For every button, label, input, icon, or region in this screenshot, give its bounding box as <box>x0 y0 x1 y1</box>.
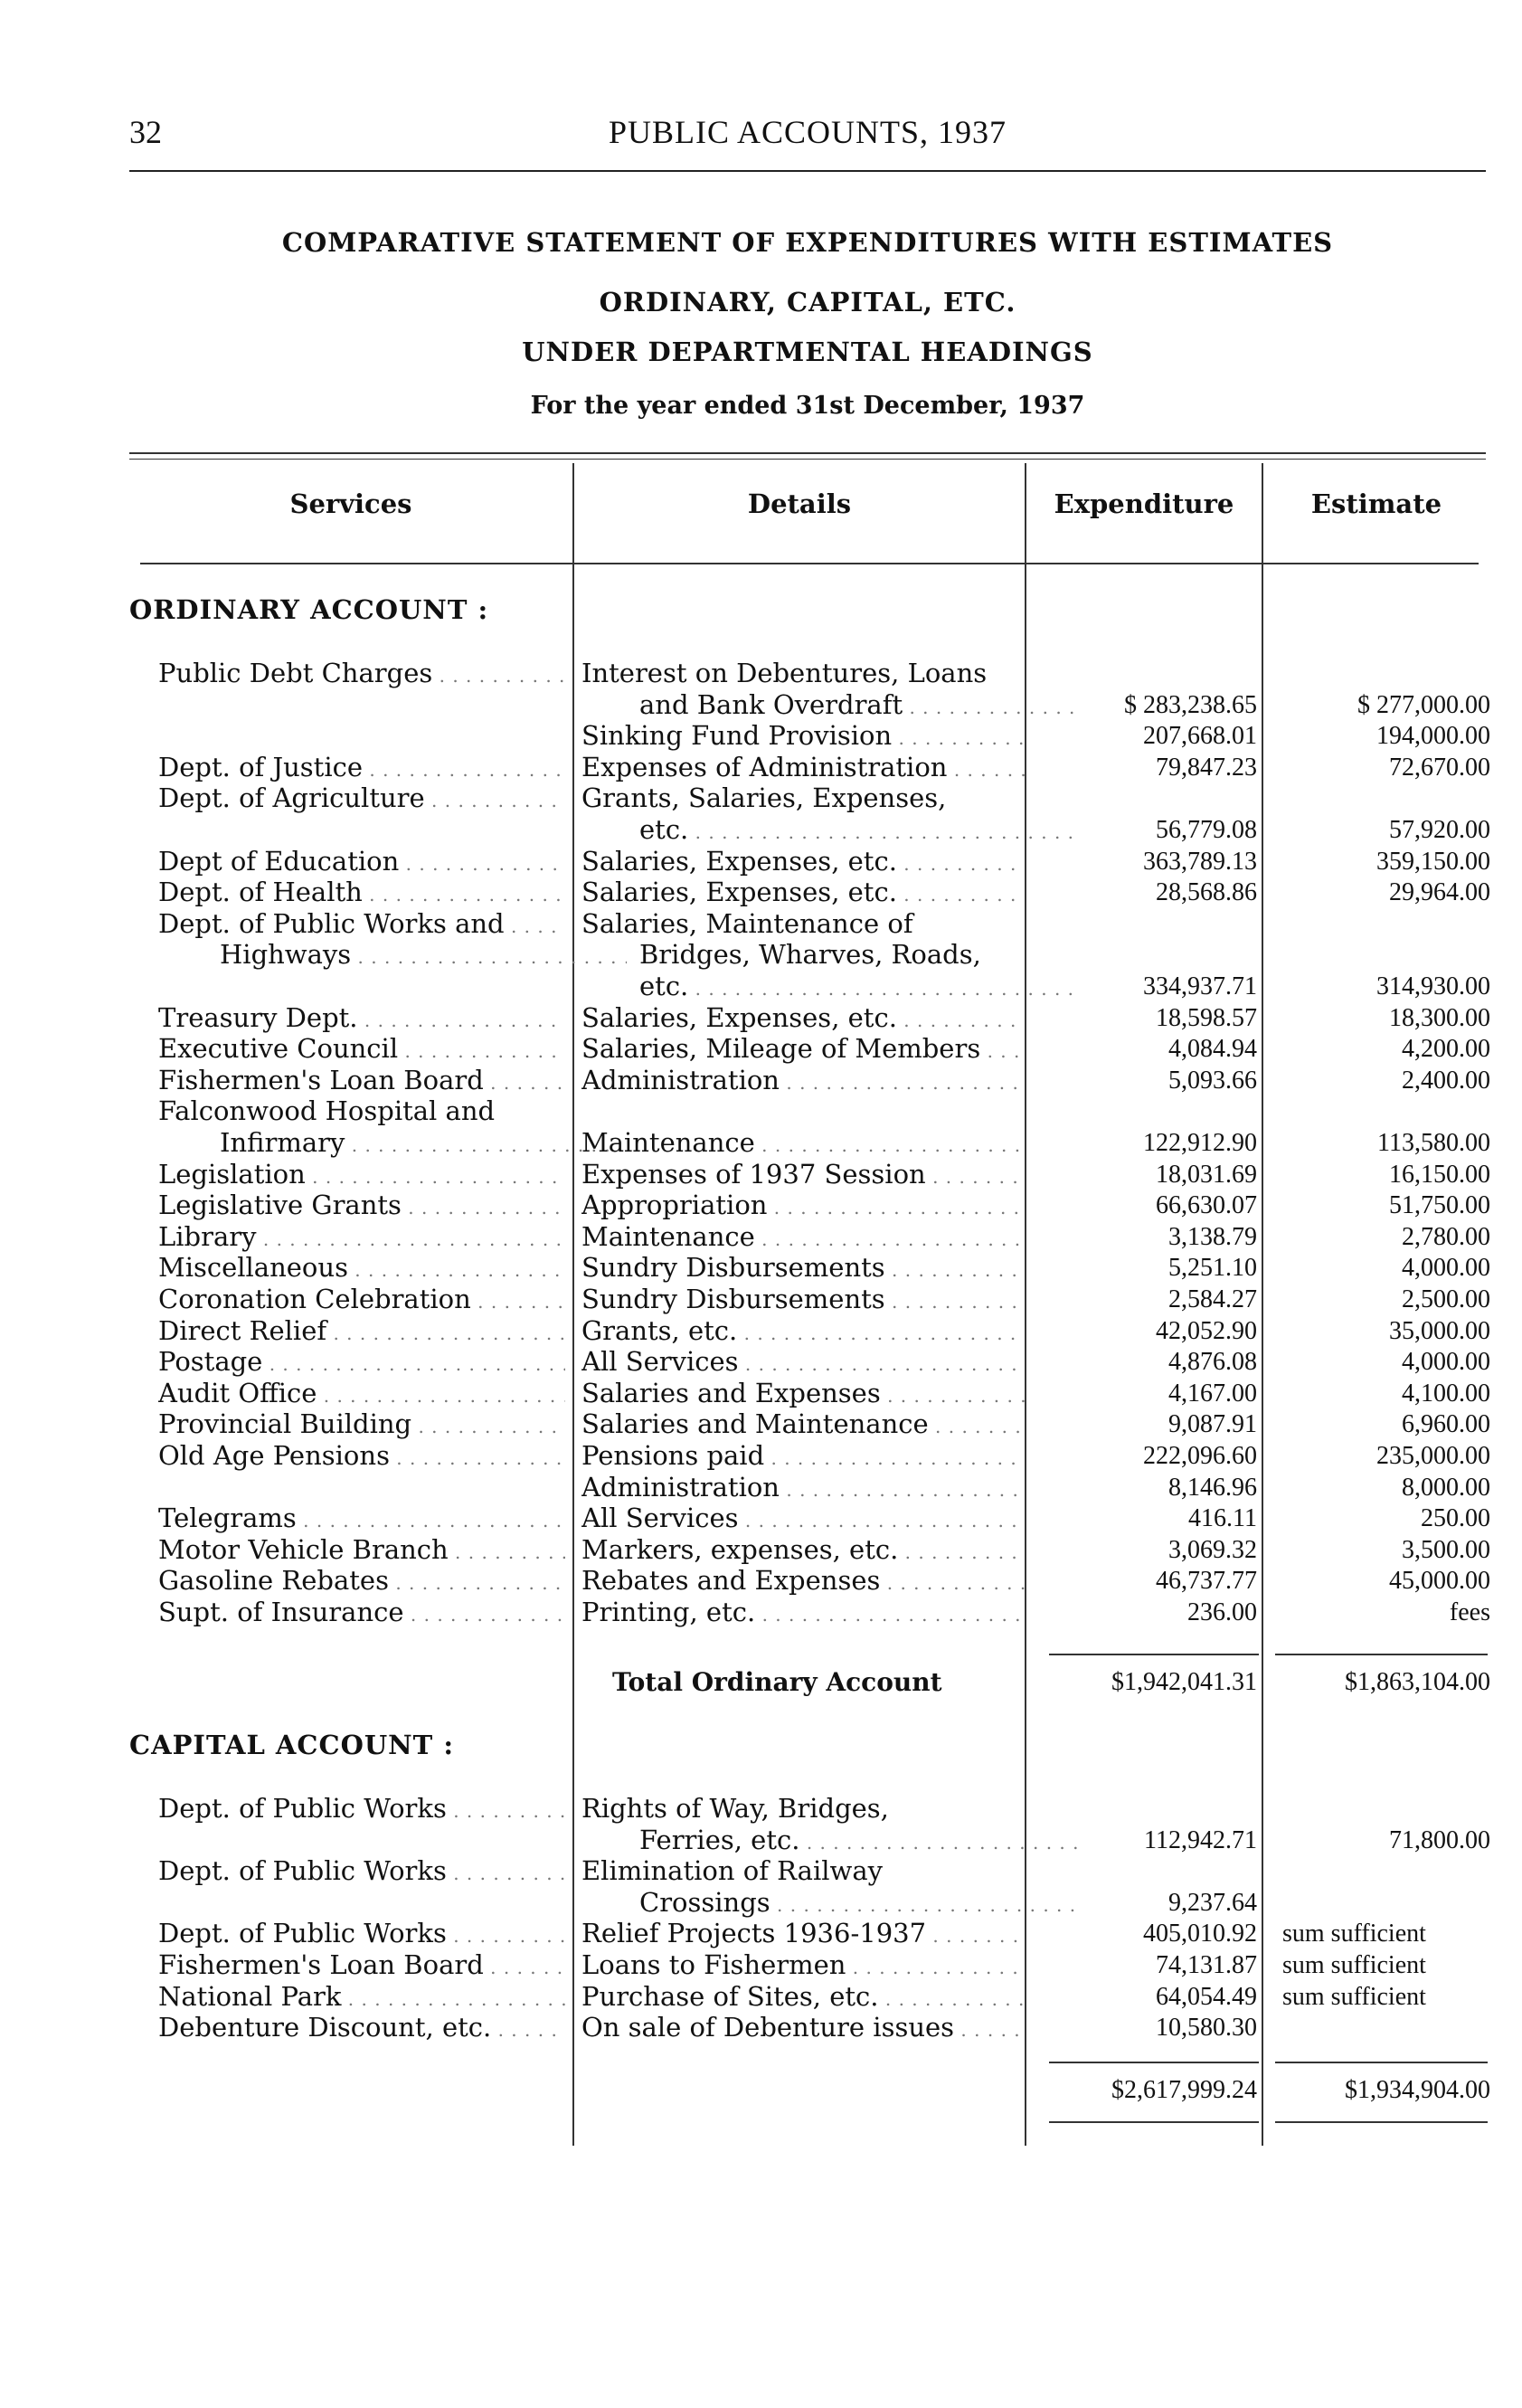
ordinary-total-rule-est <box>1275 1654 1488 1655</box>
detail-cell: Salaries, Expenses, etc. . . . <box>581 877 1025 911</box>
detail-cell: Expenses of 1937 Session . . . <box>581 1159 1025 1193</box>
detail-cell: Ferries, etc. . . . <box>639 1825 1082 1859</box>
expenditure-cell: 56,779.08 <box>1156 816 1257 844</box>
expenditure-cell: 236.00 <box>1187 1598 1257 1626</box>
service-cell: Dept. of Public Works . . . <box>158 1855 565 1890</box>
detail-cell: Administration . . . <box>581 1065 1025 1099</box>
table-row <box>0 1095 1522 1127</box>
service-cell: Highways . . . <box>220 939 627 973</box>
grand-total-underline-exp <box>1049 2121 1259 2123</box>
expenditure-cell: 405,010.92 <box>1143 1920 1257 1948</box>
service-cell: National Park . . . <box>158 1981 565 2015</box>
service-cell: Motor Vehicle Branch . . . <box>158 1534 565 1569</box>
expenditure-cell: 18,031.69 <box>1156 1160 1257 1189</box>
table-row <box>0 1346 1522 1378</box>
service-cell: Gasoline Rebates . . . <box>158 1565 565 1599</box>
estimate-cell: 71,800.00 <box>1389 1825 1490 1854</box>
estimate-cell: 250.00 <box>1421 1504 1490 1533</box>
estimate-cell: 2,780.00 <box>1402 1222 1490 1251</box>
detail-cell: Sinking Fund Provision . . . <box>581 720 1025 754</box>
page-header <box>129 113 1486 149</box>
detail-cell: Elimination of Railway <box>581 1855 883 1887</box>
expenditure-cell: $ 283,238.65 <box>1124 690 1257 719</box>
detail-cell: Sundry Disbursements . . . <box>581 1284 1025 1318</box>
detail-cell: Maintenance . . . <box>581 1221 1025 1256</box>
column-header-services: Services <box>289 488 412 519</box>
expenditure-cell: 3,138.79 <box>1168 1222 1257 1251</box>
total-ordinary-estimate: $1,863,104.00 <box>1345 1668 1490 1696</box>
grand-total-underline-est <box>1275 2121 1488 2123</box>
table-row <box>0 782 1522 814</box>
estimate-cell: 2,500.00 <box>1402 1285 1490 1313</box>
estimate-cell: 235,000.00 <box>1376 1442 1490 1470</box>
estimate-cell: 8,000.00 <box>1402 1473 1490 1502</box>
expenditure-cell: 122,912.90 <box>1143 1129 1257 1157</box>
table-row <box>0 1065 1522 1096</box>
table-row <box>0 1981 1522 2013</box>
estimate-cell: 29,964.00 <box>1389 878 1490 907</box>
table-row <box>0 1315 1522 1347</box>
table-row <box>0 1918 1522 1949</box>
service-cell: Legislative Grants . . . <box>158 1190 565 1224</box>
title-line-4: For the year ended 31st December, 1937 <box>530 392 1085 420</box>
expenditure-cell: 74,131.87 <box>1156 1951 1257 1979</box>
detail-cell: Relief Projects 1936-1937 . . . <box>581 1918 1025 1952</box>
detail-cell: Interest on Debentures, Loans <box>581 658 988 688</box>
table-row <box>0 939 1522 971</box>
detail-cell: Rebates and Expenses . . . <box>581 1565 1025 1599</box>
estimate-cell: 2,400.00 <box>1402 1066 1490 1095</box>
table-row <box>0 1159 1522 1190</box>
page-number: 32 <box>129 114 162 150</box>
detail-cell: Rights of Way, Bridges, <box>581 1793 889 1824</box>
service-cell: Audit Office . . . <box>158 1378 565 1412</box>
table-row <box>0 1284 1522 1315</box>
service-cell: Falconwood Hospital and <box>158 1095 496 1127</box>
detail-cell: Sundry Disbursements . . . <box>581 1252 1025 1286</box>
total-ordinary-expenditure: $1,942,041.31 <box>1111 1668 1257 1696</box>
estimate-cell: 4,000.00 <box>1402 1254 1490 1283</box>
expenditure-cell: 28,568.86 <box>1156 878 1257 907</box>
table-row <box>0 720 1522 752</box>
detail-cell: Pensions paid . . . <box>581 1440 1025 1474</box>
table-row <box>0 658 1522 689</box>
detail-cell: Salaries and Expenses . . . <box>581 1378 1025 1412</box>
service-cell: Dept. of Public Works . . . <box>158 1793 565 1827</box>
expenditure-cell: 112,942.71 <box>1144 1825 1257 1854</box>
expenditure-cell: 8,146.96 <box>1168 1473 1257 1502</box>
table-row <box>0 689 1522 721</box>
estimate-cell: 113,580.00 <box>1377 1129 1490 1157</box>
expenditure-cell: 4,167.00 <box>1168 1379 1257 1408</box>
estimate-cell: 4,000.00 <box>1402 1348 1490 1377</box>
table-row <box>0 1408 1522 1440</box>
table-row <box>0 1949 1522 1981</box>
estimate-cell: $ 277,000.00 <box>1357 690 1490 719</box>
table-row <box>0 1472 1522 1503</box>
service-cell: Dept. of Health . . . <box>158 877 565 911</box>
detail-cell: Maintenance . . . <box>581 1127 1025 1161</box>
service-cell: Dept of Education . . . <box>158 846 565 880</box>
estimate-cell: 6,960.00 <box>1402 1410 1490 1439</box>
estimate-cell: 4,200.00 <box>1402 1035 1490 1064</box>
estimate-cell: 35,000.00 <box>1389 1316 1490 1345</box>
detail-cell: Crossings . . . <box>639 1887 1082 1921</box>
table-row <box>0 1825 1522 1856</box>
running-title: PUBLIC ACCOUNTS, 1937 <box>608 114 1007 150</box>
table-row <box>0 1887 1522 1919</box>
detail-cell: Salaries, Expenses, etc. . . . <box>581 846 1025 880</box>
detail-cell: On sale of Debenture issues . . . <box>581 2012 1025 2046</box>
table-top-rule <box>129 452 1486 454</box>
service-cell: Public Debt Charges . . . <box>158 658 565 692</box>
detail-cell: Markers, expenses, etc. . . . <box>581 1534 1025 1569</box>
detail-cell: Salaries and Maintenance . . . <box>581 1408 1025 1443</box>
service-cell: Infirmary . . . <box>220 1127 627 1161</box>
estimate-cell: 4,100.00 <box>1402 1379 1490 1408</box>
estimate-cell: sum sufficient <box>1282 1982 1426 2011</box>
detail-cell: Expenses of Administration . . . <box>581 752 1025 786</box>
table-top-rule-2 <box>129 459 1486 460</box>
service-cell: Dept. of Public Works and . . . <box>158 908 565 943</box>
section-heading-ordinary: ORDINARY ACCOUNT : <box>129 594 489 625</box>
estimate-cell: 3,500.00 <box>1402 1535 1490 1564</box>
estimate-cell: 72,670.00 <box>1389 753 1490 782</box>
detail-cell: Grants, Salaries, Expenses, <box>581 782 947 814</box>
header-rule <box>129 170 1486 172</box>
service-cell: Postage . . . <box>158 1346 565 1380</box>
expenditure-cell: 5,251.10 <box>1168 1254 1257 1283</box>
service-cell: Direct Relief . . . <box>158 1315 565 1350</box>
detail-cell: etc. . . . <box>639 971 1082 1005</box>
estimate-cell: 51,750.00 <box>1389 1191 1490 1220</box>
detail-cell: Appropriation . . . <box>581 1190 1025 1224</box>
table-row <box>0 1252 1522 1284</box>
detail-cell: Salaries, Mileage of Members . . . <box>581 1033 1025 1067</box>
service-cell: Dept. of Public Works . . . <box>158 1918 565 1952</box>
estimate-cell: 18,300.00 <box>1389 1003 1490 1032</box>
service-cell: Coronation Celebration . . . <box>158 1284 565 1318</box>
table-row <box>0 908 1522 940</box>
detail-cell: All Services . . . <box>581 1346 1025 1380</box>
table-row <box>0 1440 1522 1472</box>
grand-total-rule-est <box>1275 2062 1488 2063</box>
expenditure-cell: 207,668.01 <box>1143 722 1257 751</box>
table-row <box>0 1534 1522 1566</box>
service-cell: Old Age Pensions . . . <box>158 1440 565 1474</box>
table-row <box>0 1190 1522 1221</box>
table-row <box>0 1855 1522 1887</box>
expenditure-cell: 334,937.71 <box>1143 972 1257 1000</box>
estimate-cell: 16,150.00 <box>1389 1160 1490 1189</box>
table-row <box>0 1597 1522 1628</box>
detail-cell: Salaries, Expenses, etc. . . . <box>581 1002 1025 1037</box>
table-row <box>0 1221 1522 1253</box>
expenditure-cell: 3,069.32 <box>1168 1535 1257 1564</box>
service-cell: Telegrams . . . <box>158 1503 565 1537</box>
table-row <box>0 877 1522 908</box>
table-row <box>0 846 1522 877</box>
expenditure-cell: 4,876.08 <box>1168 1348 1257 1377</box>
grand-total-estimate: $1,934,904.00 <box>1345 2076 1490 2104</box>
expenditure-cell: 46,737.77 <box>1156 1567 1257 1596</box>
detail-cell: Printing, etc. . . . <box>581 1597 1025 1631</box>
table-row <box>0 1033 1522 1065</box>
expenditure-cell: 5,093.66 <box>1168 1066 1257 1095</box>
service-cell: Library . . . <box>158 1221 565 1256</box>
detail-cell: Administration . . . <box>581 1472 1025 1506</box>
expenditure-cell: 363,789.13 <box>1143 847 1257 876</box>
detail-cell: Salaries, Maintenance of <box>581 907 913 939</box>
expenditure-cell: 66,630.07 <box>1156 1191 1257 1220</box>
service-cell: Miscellaneous . . . <box>158 1252 565 1286</box>
table-row <box>0 971 1522 1002</box>
detail-cell: Bridges, Wharves, Roads, <box>639 939 981 971</box>
grand-total-rule-exp <box>1049 2062 1259 2063</box>
expenditure-cell: 42,052.90 <box>1156 1316 1257 1345</box>
detail-cell: and Bank Overdraft . . . <box>639 689 1082 724</box>
estimate-cell: 359,150.00 <box>1376 847 1490 876</box>
title-line-2: ORDINARY, CAPITAL, ETC. <box>599 287 1016 318</box>
service-cell: Debenture Discount, etc. . . . <box>158 2012 565 2046</box>
service-cell: Legislation . . . <box>158 1159 565 1193</box>
column-header-estimate: Estimate <box>1310 488 1442 519</box>
expenditure-cell: 9,087.91 <box>1168 1410 1257 1439</box>
service-cell: Fishermen's Loan Board . . . <box>158 1065 565 1099</box>
service-cell: Fishermen's Loan Board . . . <box>158 1949 565 1984</box>
grand-total-expenditure: $2,617,999.24 <box>1111 2076 1257 2104</box>
detail-cell: etc. . . . <box>639 814 1082 848</box>
total-ordinary-row <box>0 1666 1522 1698</box>
service-cell: Supt. of Insurance . . . <box>158 1597 565 1631</box>
table-row <box>0 1127 1522 1159</box>
table-row <box>0 752 1522 783</box>
column-header-details: Details <box>747 488 852 519</box>
table-row <box>0 1565 1522 1597</box>
table-row <box>0 1503 1522 1534</box>
table-row <box>0 1793 1522 1825</box>
expenditure-cell: 9,237.64 <box>1168 1888 1257 1917</box>
table-row <box>0 814 1522 846</box>
expenditure-cell: 416.11 <box>1188 1504 1257 1533</box>
detail-cell: Purchase of Sites, etc. . . . <box>581 1981 1025 2015</box>
service-cell: Dept. of Agriculture . . . <box>158 782 565 817</box>
expenditure-cell: 10,580.30 <box>1156 2014 1257 2043</box>
expenditure-cell: 79,847.23 <box>1156 753 1257 782</box>
grand-total-row <box>0 2074 1522 2106</box>
column-head-bottom-rule <box>140 563 1479 564</box>
expenditure-cell: 4,084.94 <box>1168 1035 1257 1064</box>
expenditure-cell: 222,096.60 <box>1143 1442 1257 1470</box>
service-cell: Dept. of Justice . . . <box>158 752 565 786</box>
service-cell: Executive Council . . . <box>158 1033 565 1067</box>
ordinary-total-rule-exp <box>1049 1654 1259 1655</box>
estimate-cell: 194,000.00 <box>1376 722 1490 751</box>
section-heading-capital: CAPITAL ACCOUNT : <box>129 1730 455 1760</box>
column-header-expenditure: Expenditure <box>1054 488 1234 519</box>
table-row <box>0 1002 1522 1034</box>
detail-cell: Loans to Fishermen . . . <box>581 1949 1025 1984</box>
title-line-3: UNDER DEPARTMENTAL HEADINGS <box>522 337 1093 367</box>
expenditure-cell: 2,584.27 <box>1168 1285 1257 1313</box>
estimate-cell: sum sufficient <box>1282 1951 1426 1979</box>
estimate-cell: 45,000.00 <box>1389 1567 1490 1596</box>
estimate-cell: sum sufficient <box>1282 1920 1426 1948</box>
table-row <box>0 2012 1522 2043</box>
total-ordinary-label: Total Ordinary Account <box>612 1667 942 1697</box>
estimate-cell: 57,920.00 <box>1389 816 1490 844</box>
table-row <box>0 1378 1522 1409</box>
estimate-cell: 314,930.00 <box>1376 972 1490 1000</box>
detail-cell: Grants, etc. . . . <box>581 1315 1025 1350</box>
title-line-1: COMPARATIVE STATEMENT OF EXPENDITURES WITH ESTIMATES <box>281 227 1334 258</box>
expenditure-cell: 64,054.49 <box>1156 1982 1257 2011</box>
service-cell: Treasury Dept. . . . <box>158 1002 565 1037</box>
expenditure-cell: 18,598.57 <box>1156 1003 1257 1032</box>
estimate-cell: fees <box>1449 1598 1490 1626</box>
service-cell: Provincial Building . . . <box>158 1408 565 1443</box>
detail-cell: All Services . . . <box>581 1503 1025 1537</box>
